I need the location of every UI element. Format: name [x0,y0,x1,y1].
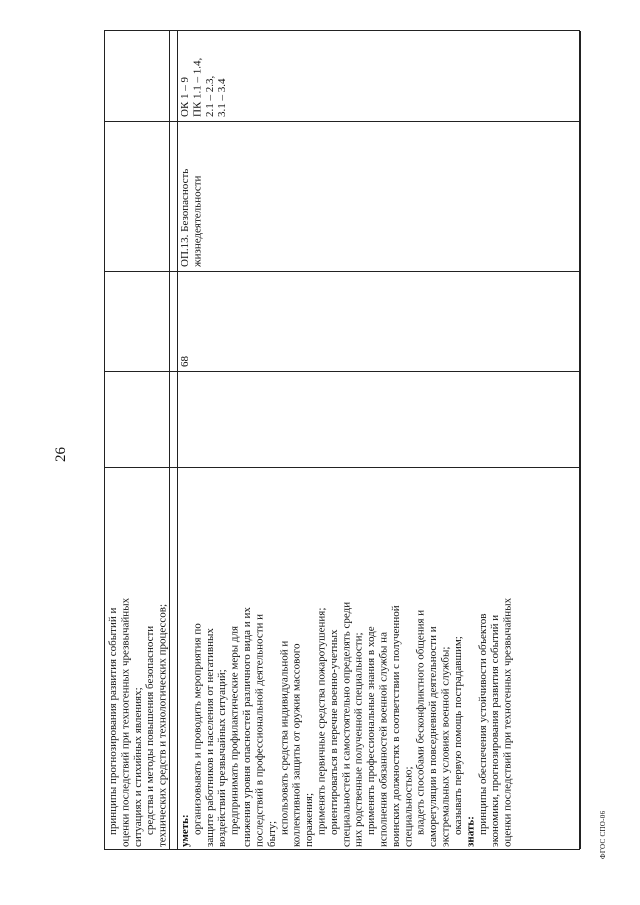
competencies-text [179,35,229,117]
hours-value: 68 [179,356,191,367]
skills-knowledge-line: последствий в профессиональной деятельности и [253,613,266,847]
skills-knowledge-cell [177,467,580,851]
competency-table [104,30,580,850]
competency-line: 2.1 – 2.3, [203,75,216,117]
skills-knowledge-line: ориентироваться в перечне военно-учетных [327,629,340,835]
continuation-text [107,471,169,847]
continuation-cell [105,467,169,851]
skills-knowledge-line: владеть способами бесконфликтного общения и [414,609,427,835]
discipline-cell [177,121,580,271]
skills-knowledge-line: экстремальных условиях военной службы; [439,646,452,847]
skills-knowledge-line: принципы обеспечения устойчивости объектов [476,613,489,835]
skills-knowledge-text [179,471,514,847]
skills-knowledge-line: быту; [265,820,278,847]
skills-knowledge-line: воинских должностях в соответствии с полученной [389,605,402,847]
skills-knowledge-line: воздействий чрезвычайных ситуаций; [216,669,229,847]
skills-knowledge-line: снижения уровня опасностей различного вида и их [241,607,254,847]
skills-knowledge-line: экономики, прогнозирования развития событий и [489,614,502,847]
competency-line: ПК 1.1 – 1.4, [191,57,204,117]
skills-knowledge-line: оказывать первую помощь пострадавшим; [451,636,464,835]
skills-knowledge-line: уметь: [179,814,191,847]
page-number: 26 [53,447,69,463]
skills-knowledge-line: специальностью; [402,766,415,847]
competencies-cell [177,31,580,121]
skills-knowledge-line: предпринимать профилактические меры для [228,625,241,835]
skills-knowledge-line: применять профессиональные знания в ходе [365,626,378,835]
skills-knowledge-line: применять первичные средства пожаротушения; [315,607,328,835]
skills-knowledge-line: защите работников и населения от негативных [203,628,216,847]
skills-knowledge-line: использовать средства индивидуальной и [278,640,291,835]
skills-knowledge-line: исполнения обязанностей военной службы на [377,632,390,847]
footer-code: ФГОС СПО-06 [599,810,607,860]
skills-knowledge-line: саморегуляции в повседневной деятельности и [427,626,440,847]
continuation-line: оценки последствий при техногенных чрезвычайных [119,597,132,847]
continuation-line: средства и методы повышения безопасности [144,625,157,835]
competency-line: ОК 1 – 9 [179,76,191,117]
skills-knowledge-line: поражения; [303,793,316,847]
continuation-line: технических средств и технологических процессов; [156,603,169,847]
column-divider-3 [580,31,581,849]
continuation-line: ситуациях и стихийных явлениях; [131,687,144,847]
row-divider-3 [105,371,579,372]
skills-knowledge-line: организовывать и проводить мероприятия по [191,623,204,835]
column-divider-1 [169,31,170,849]
discipline-name: ОП.13. Безопасность жизнедеятельности [179,168,204,267]
skills-knowledge-line: коллективной защиты от оружия массового [290,643,303,847]
skills-knowledge-line: оценки последствий при техногенных чрезвычайных [501,597,514,847]
hours-cell [177,271,580,371]
skills-knowledge-line: знать: [464,816,477,847]
skills-knowledge-line: специальностей и самостоятельно определять среди [340,601,353,847]
continuation-line: принципы прогнозирования развития событий и [107,607,119,835]
competency-line: 3.1 – 3.4 [216,78,229,117]
skills-knowledge-line: них родственные полученной специальности; [352,632,365,847]
